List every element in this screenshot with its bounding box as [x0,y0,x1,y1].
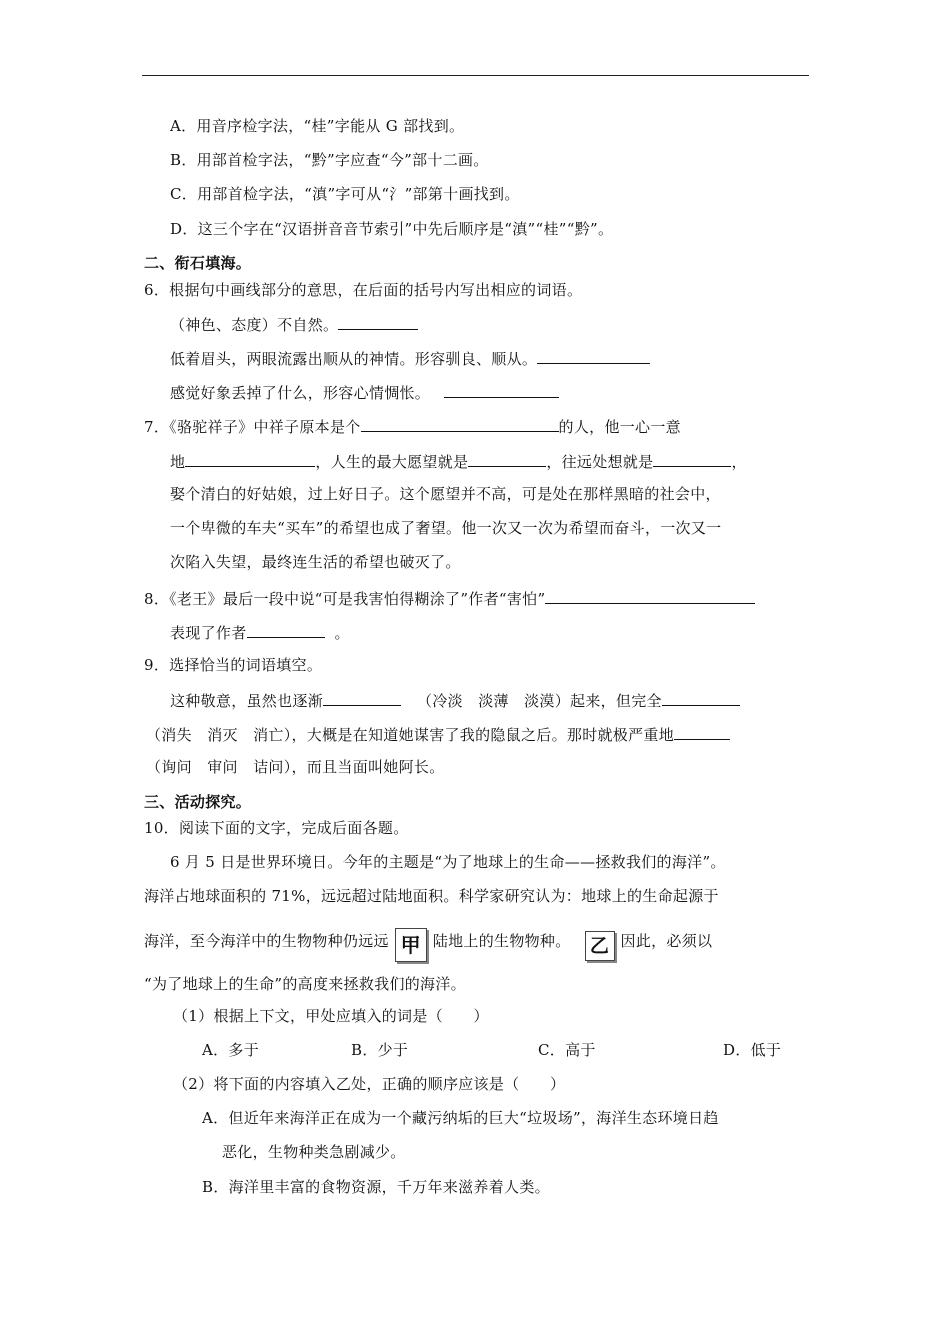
q7-text-1b: 的人，他一心一意 [558,418,681,436]
q7-text-2d: ， [731,453,747,471]
question-10-stem: 10．阅读下面的文字，完成后面各题。 [144,819,409,837]
passage-text-3b: 陆地上的生物物种。 [432,932,571,950]
question-7-line-1 [144,415,681,437]
box-jia: 甲 [395,928,427,962]
question-7-line-2 [170,450,747,472]
question-6-stem: 6．根据句中画线部分的意思，在后面的括号内写出相应的词语。 [144,281,583,299]
passage-text-3c: 因此，必须以 [620,932,713,950]
question-9-line-3: （询问 审问 诘问），而且当面叫她阿长。 [146,758,445,776]
question-7-line-3: 娶个清白的好姑娘，过上好日子。这个愿望并不高，可是处在那样黑暗的社会中， [170,485,721,503]
passage-line-3 [144,922,712,956]
question-6-line-2 [170,347,650,369]
option-a: A．用音序检字法，“桂”字能从 G 部找到。 [170,117,465,135]
answer-blank[interactable] [653,450,731,467]
q8-text-2a: 表现了作者 [170,624,247,642]
question-6-line-1 [170,313,418,335]
q8-text-2b: 。 [334,624,350,642]
option-c: C．用部首检字法，“滇”字可从“氵”部第十画找到。 [170,185,520,203]
question-8-line-1 [144,587,755,609]
question-9-stem: 9．选择恰当的词语填空。 [144,656,323,674]
question-9-line-2 [146,723,730,745]
header-rule [142,75,809,76]
answer-blank[interactable] [323,689,401,706]
sub2-option-b: B．海洋里丰富的食物资源，千万年来滋养着人类。 [202,1178,550,1196]
question-7-line-5: 次陷入失望，最终连生活的希望也破灭了。 [170,553,461,571]
q8-text-1: 8．《老王》最后一段中说“可是我害怕得糊涂了”作者“害怕” [144,590,546,608]
answer-blank[interactable] [185,450,315,467]
question-6-line-3 [170,381,559,403]
option-d: D．这三个字在“汉语拼音音节索引”中先后顺序是“滇”“桂”“黔”。 [170,220,614,238]
q9-text-1a: 这种敬意，虽然也逐渐 [170,692,324,710]
sub2-option-a-line-1: A．但近年来海洋正在成为一个藏污纳垢的巨大“垃圾场”，海洋生态环境日趋 [202,1109,719,1127]
q7-text-2c: ，往远处想就是 [546,453,654,471]
option-b: B．用部首检字法，“黔”字应查“今”部十二画。 [170,151,489,169]
q7-text-1a: 7．《骆驼祥子》中祥子原本是个 [144,418,361,436]
section-2-title: 二、衔石填海。 [144,254,252,272]
passage-line-4: “为了地球上的生命”的高度来拯救我们的海洋。 [144,975,466,993]
answer-blank[interactable] [662,689,740,706]
q6-line3-text: 感觉好象丢掉了什么，形容心情惆怅。 [170,384,431,402]
answer-blank[interactable] [338,313,418,330]
q9-text-1b: （冷淡 淡薄 淡漠）起来，但完全 [417,692,662,710]
passage-line-1: 6 月 5 日是世界环境日。今年的主题是“为了地球上的生命——拯救我们的海洋”。 [170,853,726,871]
q6-line2-text: 低着眉头，两眼流露出顺从的神情。形容驯良、顺从。 [170,350,538,368]
choice-d[interactable]: D．低于 [723,1041,782,1059]
passage-line-2: 海洋占地球面积的 71%，远远超过陆地面积。科学家研究认为：地球上的生命起源于 [144,887,719,905]
box-yi: 乙 [585,931,615,961]
answer-blank[interactable] [468,450,546,467]
question-9-line-1 [170,689,740,711]
choice-b[interactable]: B．少于 [351,1041,409,1059]
passage-text-3a: 海洋，至今海洋中的生物物种仍远远 [144,932,389,950]
question-7-line-4: 一个卑微的车夫“买车”的希望也成了奢望。他一次又一次为希望而奋斗，一次又一 [170,519,722,537]
section-3-title: 三、活动探究。 [144,793,252,811]
answer-blank[interactable] [545,587,755,604]
sub2-option-a-line-2: 恶化，生物种类急剧减少。 [222,1143,406,1161]
q7-text-2a: 地 [170,453,186,471]
choice-a[interactable]: A．多于 [202,1041,260,1059]
q9-text-2: （消失 消灭 消亡），大概是在知道她谋害了我的隐鼠之后。那时就极严重地 [146,726,675,744]
answer-blank[interactable] [247,621,325,638]
sub-question-2: （2）将下面的内容填入乙处，正确的顺序应该是（ ） [173,1075,566,1093]
answer-blank[interactable] [674,723,730,740]
q7-text-2b: ，人生的最大愿望就是 [315,453,469,471]
answer-blank[interactable] [444,381,559,398]
answer-blank[interactable] [361,415,559,432]
question-8-line-2 [170,621,350,643]
answer-blank[interactable] [537,347,650,364]
q6-line1-text: （神色、态度）不自然。 [170,316,339,334]
choice-c[interactable]: C．高于 [538,1041,596,1059]
sub-question-1: （1）根据上下文，甲处应填入的词是（ ） [173,1007,489,1025]
